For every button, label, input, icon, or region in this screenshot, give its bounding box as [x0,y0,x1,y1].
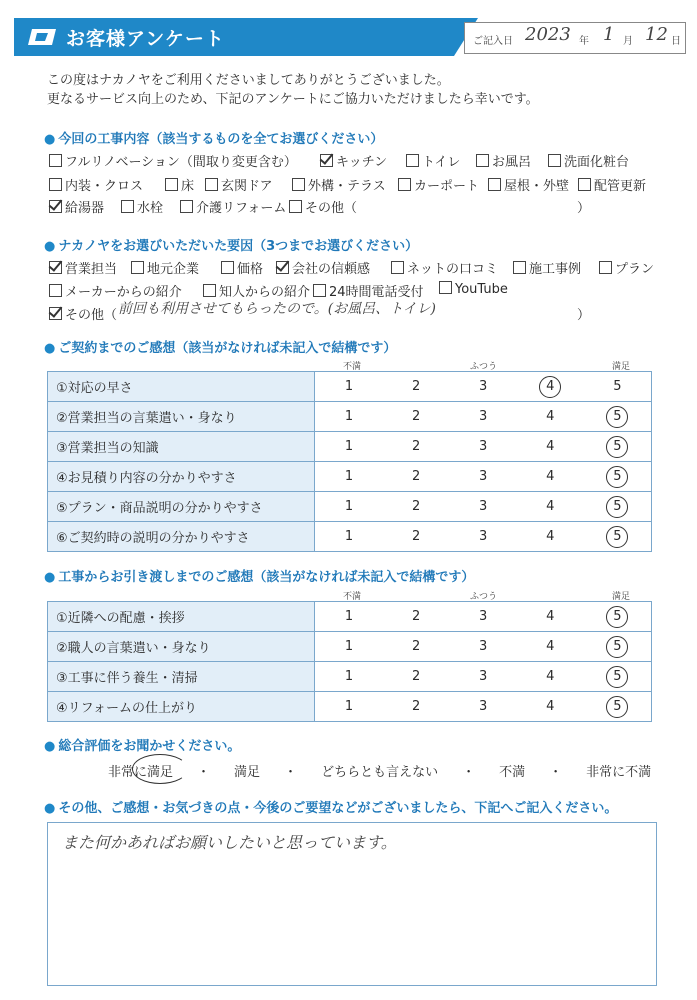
date-field[interactable] [464,22,686,54]
overall-option[interactable]: 非常に不満 [586,765,652,780]
rating-number: 2 [411,499,421,514]
rating-number: 1 [344,469,354,484]
overall-option[interactable]: どちらとも言えない [321,765,439,780]
selected-circle-icon [539,376,561,398]
reason-option[interactable] [391,258,498,277]
rating-number: 3 [479,439,488,454]
rating-option[interactable] [517,402,584,432]
rating-number: 2 [411,379,421,394]
rating-number: 3 [479,669,488,684]
work-option-label: 玄関ドア [221,179,273,194]
section-heading-comments: ● その他、ご感想・お気づきの点・今後のご要望などがございましたら、下記へご記入ください。 [44,801,618,816]
scale-low-label: 不満 [343,362,362,372]
rating-number: 1 [344,529,354,544]
rating-number: 1 [344,499,354,514]
reason-option-label: 営業担当 [65,262,118,277]
checkbox-icon[interactable] [439,281,452,294]
work-option[interactable] [292,175,386,194]
rating-option[interactable] [383,462,450,492]
separator: ・ [197,765,211,780]
work-option-label: フルリノベーション（間取り変更含む） [65,155,297,170]
reason-option-label: 施工事例 [529,262,582,277]
rating-number: 5 [613,439,622,454]
contract-question: ①対応の早さ [48,372,315,402]
table-row [48,402,652,432]
reason-option[interactable] [513,258,581,277]
table-row [48,692,652,722]
section-heading-contract: ● ご契約までのご感想（該当がなければ未記入で結構です） [44,341,397,356]
selected-circle-icon [606,606,628,628]
rating-option[interactable] [450,662,517,692]
rating-option[interactable] [517,662,584,692]
rating-number: 2 [411,529,421,544]
work-option[interactable] [548,151,629,170]
rating-number: 3 [479,699,488,714]
rating-option[interactable] [315,372,383,402]
separator: ・ [284,765,298,780]
checked-box-icon[interactable] [276,261,289,274]
rating-option[interactable] [315,432,383,462]
intro-line-2: 更なるサービス向上のため、下記のアンケートにご協力いただけましたら幸いです。 [47,92,539,107]
rating-number: 5 [613,529,622,544]
rating-option[interactable] [517,492,584,522]
rating-option[interactable] [517,462,584,492]
overall-option[interactable]: 不満 [499,765,526,780]
construction-question: ①近隣への配慮・挨拶 [48,602,315,632]
header [14,18,684,56]
rating-number: 3 [479,379,488,394]
nakanoya-logo-icon [28,27,58,47]
rating-number: 1 [344,379,354,394]
work-option[interactable] [320,151,387,170]
date-day: 12 [645,24,668,45]
day-unit: 日 [671,36,681,47]
rating-number: 5 [613,639,622,654]
checkbox-icon[interactable] [121,200,134,213]
contract-question: ④お見積り内容の分かりやすさ [48,462,315,492]
rating-number: 5 [613,379,622,394]
rating-number: 5 [613,469,622,484]
checkbox-icon[interactable] [313,284,326,297]
rating-option[interactable] [517,372,584,402]
checkbox-icon[interactable] [49,284,62,297]
work-option-label: お風呂 [492,155,532,170]
rating-option[interactable] [383,662,450,692]
table-row [48,492,652,522]
rating-option[interactable] [450,602,517,632]
work-option[interactable] [406,151,460,170]
rating-option[interactable] [584,662,652,692]
reason-option-label: YouTube [455,282,508,297]
rating-number: 5 [613,499,622,514]
work-option[interactable] [578,175,646,194]
year-unit: 年 [579,36,589,47]
rating-option[interactable] [383,522,450,552]
work-option-label: 配管更新 [594,179,647,194]
separator: ・ [462,765,476,780]
table-row [48,462,652,492]
work-option[interactable] [476,151,531,170]
work-option-label: 介護リフォーム [196,201,287,216]
reason-option-label: ネットの口コミ [407,262,499,277]
rating-number: 5 [613,409,622,424]
rating-option[interactable] [584,492,652,522]
rating-option[interactable] [450,692,517,722]
rating-option[interactable] [517,692,584,722]
work-option-label: 床 [181,179,195,194]
rating-option[interactable] [450,432,517,462]
rating-number: 2 [411,609,421,624]
table-row [48,432,652,462]
rating-number: 5 [613,669,622,684]
checkbox-icon[interactable] [165,178,178,191]
rating-number: 4 [546,469,555,484]
reason-option-label: メーカーからの紹介 [65,285,182,300]
rating-number: 1 [344,699,354,714]
intro-line-1: この度はナカノヤをご利用くださいましてありがとうございました。 [47,73,450,88]
rating-number: 1 [344,609,354,624]
rating-option[interactable] [315,662,383,692]
scale-mid-label: ふつう [470,362,498,372]
scale-high-label: 満足 [612,362,631,372]
rating-number: 3 [479,469,488,484]
work-option-label: 洗面化粧台 [564,155,630,170]
rating-number: 1 [344,669,354,684]
rating-option[interactable] [450,462,517,492]
checkbox-icon[interactable] [398,178,411,191]
reason-option-label: 知人からの紹介 [219,285,311,300]
work-option-label: 屋根・外壁 [504,179,570,194]
section-heading-overall: ● 総合評価をお聞かせください。 [44,739,241,754]
rating-number: 4 [546,439,555,454]
work-other-close: ） [577,201,591,216]
selected-circle-icon [606,696,628,718]
contract-question: ⑥ご契約時の説明の分かりやすさ [48,522,315,552]
rating-option[interactable] [584,522,652,552]
table-row [48,602,652,632]
section-heading-construction: ● 工事からお引き渡しまでのご感想（該当がなければ未記入で結構です） [44,570,475,585]
rating-option[interactable] [517,522,584,552]
rating-option[interactable] [450,632,517,662]
checkbox-icon[interactable] [476,154,489,167]
checkbox-icon[interactable] [289,200,302,213]
rating-option[interactable] [517,632,584,662]
rating-number: 4 [546,699,555,714]
work-option-label: 給湯器 [65,201,105,216]
checkbox-icon[interactable] [49,178,62,191]
title-bar [14,18,454,56]
rating-number: 5 [613,699,622,714]
work-option-label: 水栓 [137,201,164,216]
work-option[interactable] [398,175,479,194]
rating-option[interactable] [450,372,517,402]
date-label: ご記入日 [473,36,513,47]
rating-option[interactable] [383,692,450,722]
rating-number: 2 [411,469,421,484]
comment-text: また何かあればお願いしたいと思っています。 [62,833,397,852]
checkbox-icon[interactable] [221,261,234,274]
reason-option[interactable] [276,258,370,277]
rating-number: 3 [479,609,488,624]
date-year: 2023 [525,24,571,45]
checked-box-icon[interactable] [49,200,62,213]
selected-circle-icon [606,496,628,518]
reason-option[interactable] [49,304,117,323]
selected-circle-icon [606,406,628,428]
rating-option[interactable] [315,632,383,662]
reason-option-label: プラン [615,262,655,277]
checkbox-icon[interactable] [131,261,144,274]
work-option-label: 内装・クロス [65,179,144,194]
table-row [48,372,652,402]
checked-box-icon[interactable] [49,307,62,320]
rating-option[interactable] [315,402,383,432]
work-option-label: カーポート [414,179,480,194]
rating-option[interactable] [383,492,450,522]
rating-number: 1 [344,639,354,654]
scale-mid-label-2: ふつう [470,592,498,602]
rating-number: 4 [546,639,555,654]
checkbox-icon[interactable] [406,154,419,167]
rating-number: 1 [344,439,354,454]
checkbox-icon[interactable] [49,154,62,167]
reason-option-label: その他（ [65,308,118,323]
work-option[interactable] [121,197,163,216]
checkbox-icon[interactable] [488,178,501,191]
rating-option[interactable] [383,632,450,662]
rating-number: 3 [479,499,488,514]
overall-option[interactable]: 満足 [234,765,261,780]
selected-circle-icon [606,636,628,658]
rating-number: 4 [546,529,555,544]
construction-question: ③工事に伴う養生・清掃 [48,662,315,692]
work-option[interactable] [49,151,297,170]
scale-high-label-2: 満足 [612,592,631,602]
table-row [48,662,652,692]
rating-number: 2 [411,669,421,684]
work-option[interactable] [180,197,286,216]
rating-number: 3 [479,529,488,544]
rating-option[interactable] [450,402,517,432]
rating-number: 2 [411,639,421,654]
selected-circle-icon [606,526,628,548]
rating-number: 4 [546,499,555,514]
rating-option[interactable] [584,602,652,632]
scale-low-label-2: 不満 [343,592,362,602]
reason-option-label: 価格 [237,262,264,277]
rating-number: 4 [546,669,555,684]
contract-question: ③営業担当の知識 [48,432,315,462]
reason-other-text: 前回も利用させてもらったので。(お風呂、トイレ) [118,301,436,317]
month-unit: 月 [623,36,633,47]
selected-circle-icon [606,466,628,488]
reason-option[interactable] [131,258,199,277]
construction-question: ④リフォームの仕上がり [48,692,315,722]
rating-option[interactable] [315,492,383,522]
rating-number: 4 [546,609,555,624]
rating-number: 1 [344,409,354,424]
rating-option[interactable] [315,522,383,552]
reason-option-label: 地元企業 [147,262,200,277]
rating-number: 5 [613,609,622,624]
date-month: 1 [603,24,615,45]
reason-option[interactable] [439,281,508,297]
work-option[interactable] [488,175,569,194]
checkbox-icon[interactable] [180,200,193,213]
rating-number: 2 [411,409,421,424]
rating-option[interactable] [517,602,584,632]
reason-other-close: ） [577,308,591,323]
contract-question: ⑤プラン・商品説明の分かりやすさ [48,492,315,522]
rating-number: 3 [479,639,488,654]
checkbox-icon[interactable] [513,261,526,274]
rating-option[interactable] [315,462,383,492]
work-option-label: キッチン [336,155,388,170]
checkbox-icon[interactable] [578,178,591,191]
checked-box-icon[interactable] [49,261,62,274]
section-heading-reasons: ● ナカノヤをお選びいただいた要因（3つまでお選びください） [44,239,419,254]
selected-circle-icon [606,436,628,458]
checkbox-icon[interactable] [548,154,561,167]
rating-number: 2 [411,699,421,714]
rating-option[interactable] [584,632,652,662]
rating-option[interactable] [584,402,652,432]
separator: ・ [549,765,563,780]
work-option-label: トイレ [422,155,461,170]
rating-option[interactable] [584,692,652,722]
reason-option[interactable] [599,258,654,277]
contract-question: ②営業担当の言葉遣い・身なり [48,402,315,432]
section-heading-work: ● 今回の工事内容（該当するものを全てお選びください） [44,132,384,147]
rating-option[interactable] [383,432,450,462]
checked-box-icon[interactable] [320,154,333,167]
overall-option[interactable]: 非常に満足 [108,765,174,780]
overall-selection-circle [132,754,188,784]
rating-number: 4 [546,409,555,424]
reason-option-label: 会社の信頼感 [292,262,371,277]
page-title: お客様アンケート [66,28,225,50]
checkbox-icon[interactable] [203,284,216,297]
rating-number: 2 [411,439,421,454]
table-row [48,522,652,552]
rating-option[interactable] [383,372,450,402]
work-option[interactable] [165,175,194,194]
rating-option[interactable] [584,462,652,492]
table-row [48,632,652,662]
selected-circle-icon [606,666,628,688]
rating-option[interactable] [315,692,383,722]
work-option[interactable] [205,175,273,194]
work-option-label: 外構・テラス [308,179,386,194]
work-option[interactable] [49,197,104,216]
checkbox-icon[interactable] [391,261,404,274]
rating-option[interactable] [450,492,517,522]
reason-option-label: 24時間電話受付 [329,285,424,300]
rating-number: 4 [546,379,555,394]
construction-rating-table [47,601,652,722]
rating-number: 3 [479,409,488,424]
work-option[interactable] [289,197,357,216]
rating-option[interactable] [584,432,652,462]
work-option-label: その他（ [305,201,358,216]
reason-option[interactable] [49,258,117,277]
checkbox-icon[interactable] [205,178,218,191]
work-option[interactable] [49,175,143,194]
checkbox-icon[interactable] [292,178,305,191]
rating-option[interactable] [517,432,584,462]
contract-rating-table [47,371,652,552]
construction-question: ②職人の言葉遣い・身なり [48,632,315,662]
checkbox-icon[interactable] [599,261,612,274]
overall-options [108,761,675,780]
rating-option[interactable] [315,602,383,632]
rating-option[interactable] [383,402,450,432]
rating-option[interactable] [383,602,450,632]
rating-option[interactable] [584,372,652,402]
rating-option[interactable] [450,522,517,552]
reason-option[interactable] [221,258,263,277]
